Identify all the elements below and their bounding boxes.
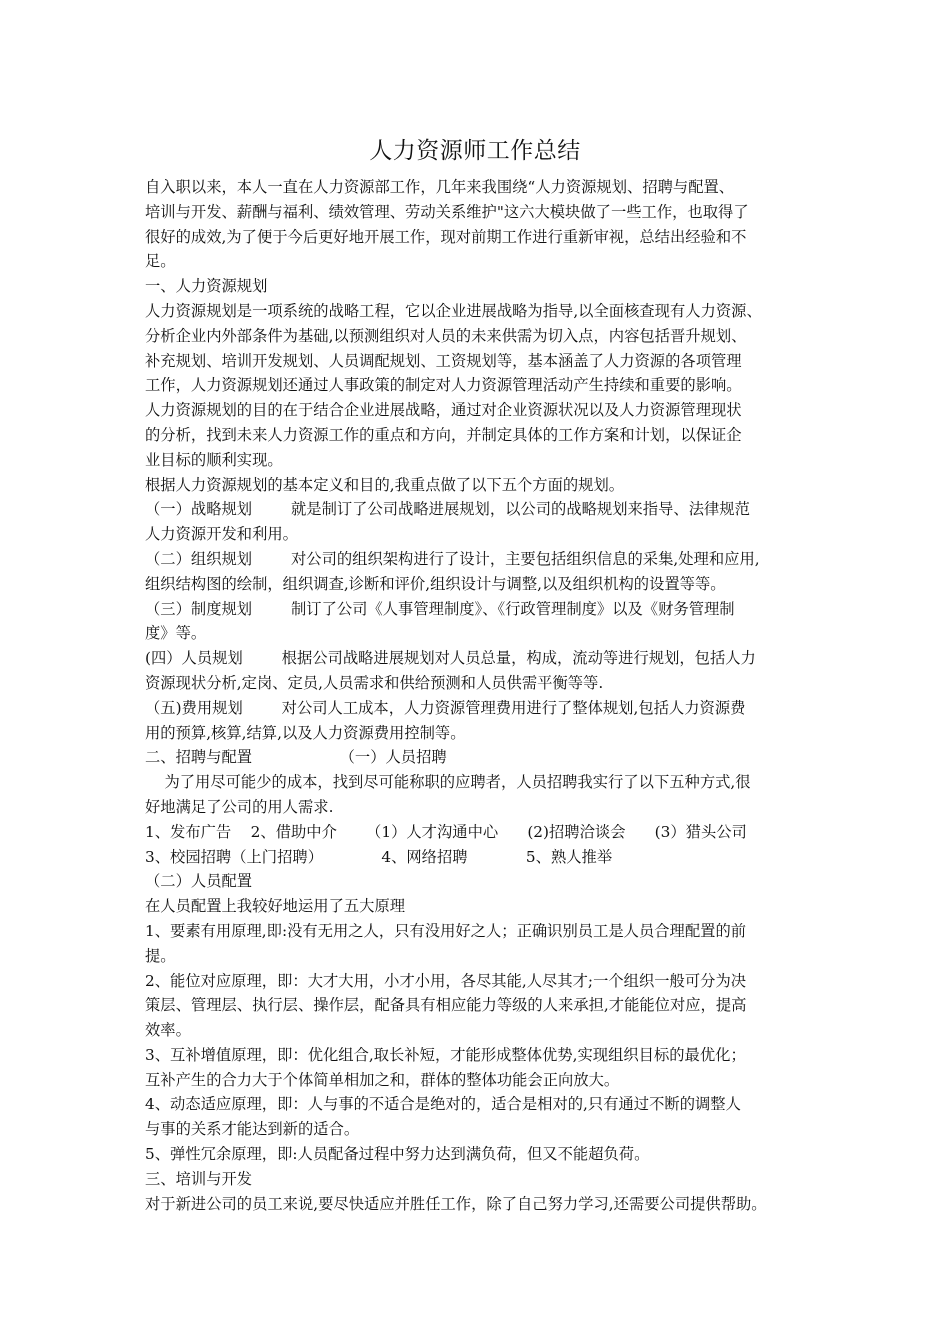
text-line: 3、校园招聘（上门招聘） 4、网络招聘 5、熟人推举 [145, 847, 613, 866]
text-line: 效率。 [145, 1021, 191, 1040]
text-line: （一）战略规划 就是制订了公司战略进展规划，以公司的战略规划来指导、法律规范 [145, 500, 750, 519]
text-line: 根据人力资源规划的基本定义和目的,我重点做了以下五个方面的规划。 [145, 475, 625, 494]
text-line: 组织结构图的绘制，组织调查,诊断和评价,组织设计与调整,以及组织机构的设置等等。 [145, 574, 726, 593]
text-line: 4、动态适应原理，即：人与事的不适合是绝对的，适合是相对的,只有通过不断的调整人 [145, 1095, 741, 1114]
text-line: 对于新进公司的员工来说,要尽快适应并胜任工作，除了自己努力学习,还需要公司提供帮助。 [145, 1194, 767, 1213]
text-line: 度》等。 [145, 624, 207, 643]
text-line: 补充规划、培训开发规划、人员调配规划、工资规划等，基本涵盖了人力资源的各项管理 [145, 351, 742, 370]
text-line: 5、弹性冗余原理，即:人员配备过程中努力达到满负荷，但又不能超负荷。 [145, 1145, 650, 1164]
text-line: 自入职以来，本人一直在人力资源部工作，几年来我围绕“人力资源规划、招聘与配置、 [145, 178, 735, 196]
text-line: 2、能位对应原理，即：大才大用，小才小用，各尽其能,人尽其才;一个组织一般可分为决 [145, 971, 747, 990]
text-line: 人力资源规划的目的在于结合企业进展战略，通过对企业资源状况以及人力资源管理现状 [145, 401, 742, 420]
text-line: 在人员配置上我较好地运用了五大原理 [145, 897, 406, 916]
text-line: 足。 [145, 252, 176, 271]
text-line: 1、要素有用原理,即:没有无用之人，只有没用好之人；正确识别员工是人员合理配置的前 [145, 921, 747, 940]
text-line: 工作，人力资源规划还通过人事政策的制定对人力资源管理活动产生持续和重要的影响。 [145, 376, 742, 395]
text-line: 为了用尽可能少的成本，找到尽可能称职的应聘者，人员招聘我实行了以下五种方式,很 [145, 773, 751, 792]
text-line: 策层、管理层、执行层、操作层，配备具有相应能力等级的人来承担,才能能位对应，提高 [145, 996, 747, 1015]
text-line: (四）人员规划 根据公司战略进展规划对人员总量，构成，流动等进行规划，包括人力 [145, 649, 756, 668]
text-line: 业目标的顺利实现。 [145, 450, 283, 469]
text-line: 提。 [145, 946, 176, 965]
text-line: 很好的成效,为了便于今后更好地开展工作，现对前期工作进行重新审视，总结出经验和不 [145, 227, 747, 246]
text-line: （三）制度规划 制订了公司《人事管理制度》、《行政管理制度》以及《财务管理制 [145, 599, 735, 618]
text-line: 的分析，找到未来人力资源工作的重点和方向，并制定具体的工作方案和计划，以保证企 [145, 425, 742, 444]
document-body [145, 175, 825, 1216]
text-line: 人力资源开发和利用。 [145, 525, 298, 544]
document-title: 人力资源师工作总结 [369, 138, 581, 164]
text-line: 三、培训与开发 [145, 1169, 253, 1188]
text-line: 用的预算,核算,结算,以及人力资源费用控制等。 [145, 723, 466, 742]
text-line: 与事的关系才能达到新的适合。 [145, 1120, 360, 1139]
text-line: 资源现状分析,定岗、定员,人员需求和供给预测和人员供需平衡等等. [145, 673, 604, 692]
text-line: 人力资源规划是一项系统的战略工程，它以企业进展战略为指导,以全面核查现有人力资源、 [145, 301, 762, 320]
text-line: （五)费用规划 对公司人工成本，人力资源管理费用进行了整体规划,包括人力资源费 [145, 698, 746, 717]
text-line: 1、发布广告 2、借助中介 （1）人才沟通中心 (2)招聘洽谈会 (3）猎头公司 [145, 822, 747, 841]
text-line: 培训与开发、薪酬与福利、绩效管理、劳动关系维护"这六大模块做了一些工作，也取得了 [145, 202, 749, 221]
text-line: 互补产生的合力大于个体简单相加之和，群体的整体功能会正向放大。 [145, 1070, 620, 1089]
text-line: 3、互补增值原理，即：优化组合,取长补短，才能形成整体优势,实现组织目标的最优化； [145, 1045, 746, 1064]
text-line: （二）组织规划 对公司的组织架构进行了设计，主要包括组织信息的采集,处理和应用, [145, 549, 760, 568]
text-line: 好地满足了公司的用人需求. [145, 797, 334, 816]
text-line: 一、人力资源规划 [145, 277, 268, 296]
text-line: （二）人员配置 [145, 872, 253, 891]
text-line: 二、招聘与配置 （一）人员招聘 [145, 748, 447, 767]
text-line: 分析企业内外部条件为基础,以预测组织对人员的未来供需为切入点，内容包括晋升规划、 [145, 326, 747, 345]
